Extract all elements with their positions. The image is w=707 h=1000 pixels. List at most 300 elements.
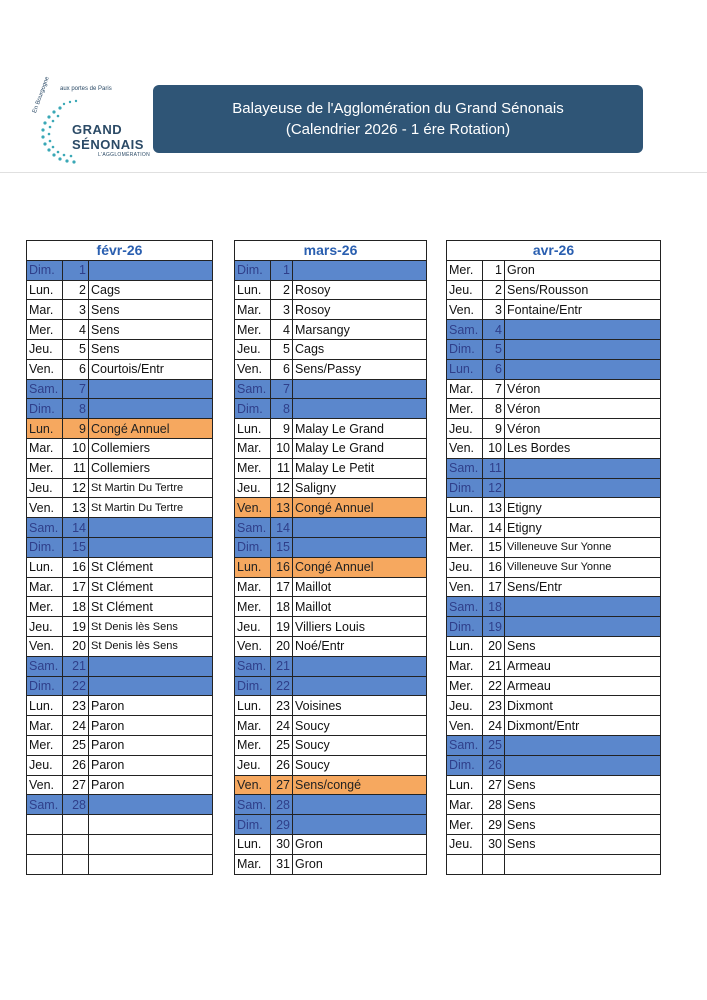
table-row	[27, 438, 213, 458]
day-number-cell: 1	[271, 260, 293, 280]
table-row	[447, 676, 661, 696]
location-cell	[505, 478, 661, 498]
table-row	[235, 735, 427, 755]
month-title: mars-26	[235, 241, 427, 261]
location-cell: Sens/Passy	[293, 359, 427, 379]
day-name-cell: Mer.	[27, 597, 63, 617]
day-number-cell: 18	[63, 597, 89, 617]
day-name-cell: Ven.	[447, 577, 483, 597]
table-row	[447, 518, 661, 538]
location-cell: Noé/Entr	[293, 636, 427, 656]
location-cell	[89, 854, 213, 874]
day-number-cell: 12	[271, 478, 293, 498]
day-number-cell: 2	[63, 280, 89, 300]
location-cell: Armeau	[505, 676, 661, 696]
location-cell: Sens	[505, 795, 661, 815]
location-cell: Villeneuve Sur Yonne	[505, 537, 661, 557]
location-cell	[293, 518, 427, 538]
table-row	[235, 854, 427, 874]
day-name-cell: Mar.	[447, 795, 483, 815]
logo-arc-text: aux portes de Paris	[60, 86, 112, 92]
day-name-cell: Lun.	[27, 557, 63, 577]
day-number-cell: 2	[271, 280, 293, 300]
table-row	[27, 498, 213, 518]
location-cell: Paron	[89, 755, 213, 775]
location-cell	[505, 735, 661, 755]
table-row	[27, 676, 213, 696]
table-row	[235, 438, 427, 458]
day-name-cell: Ven.	[235, 498, 271, 518]
table-row	[27, 597, 213, 617]
table-row	[235, 577, 427, 597]
day-name-cell: Dim.	[27, 537, 63, 557]
location-cell: Sens/congé	[293, 775, 427, 795]
day-number-cell: 23	[63, 696, 89, 716]
location-cell	[293, 815, 427, 835]
day-number-cell: 30	[483, 834, 505, 854]
day-number-cell: 5	[271, 339, 293, 359]
table-row	[235, 656, 427, 676]
location-cell: Gron	[293, 854, 427, 874]
location-cell: Villeneuve Sur Yonne	[505, 557, 661, 577]
location-cell	[89, 795, 213, 815]
table-row	[235, 379, 427, 399]
day-number-cell: 14	[271, 518, 293, 538]
location-cell	[293, 537, 427, 557]
day-number-cell: 1	[483, 260, 505, 280]
table-row	[235, 755, 427, 775]
day-name-cell: Ven.	[27, 359, 63, 379]
location-cell	[293, 379, 427, 399]
table-row	[235, 260, 427, 280]
table-row	[447, 854, 661, 874]
day-name-cell: Dim.	[235, 676, 271, 696]
logo-line2: SÉNONAIS	[72, 137, 144, 152]
month-header-row	[235, 241, 427, 261]
day-name-cell: Mar.	[27, 438, 63, 458]
day-name-cell: Dim.	[27, 260, 63, 280]
day-name-cell: Mar.	[27, 716, 63, 736]
day-number-cell	[483, 854, 505, 874]
table-row	[27, 419, 213, 439]
day-number-cell: 11	[483, 458, 505, 478]
table-row	[447, 597, 661, 617]
day-name-cell: Jeu.	[27, 339, 63, 359]
day-name-cell: Jeu.	[447, 280, 483, 300]
location-cell	[505, 359, 661, 379]
location-cell: Gron	[293, 834, 427, 854]
day-name-cell: Sam.	[235, 518, 271, 538]
day-name-cell: Jeu.	[447, 696, 483, 716]
day-name-cell: Jeu.	[447, 834, 483, 854]
table-row	[235, 696, 427, 716]
location-cell: Courtois/Entr	[89, 359, 213, 379]
table-row	[235, 775, 427, 795]
day-number-cell	[63, 834, 89, 854]
table-row	[447, 280, 661, 300]
table-row	[27, 458, 213, 478]
location-cell	[505, 320, 661, 340]
day-number-cell: 25	[63, 735, 89, 755]
location-cell	[505, 458, 661, 478]
day-name-cell: Mer.	[447, 399, 483, 419]
table-row	[447, 775, 661, 795]
day-number-cell: 7	[63, 379, 89, 399]
day-number-cell: 14	[63, 518, 89, 538]
location-cell: Les Bordes	[505, 438, 661, 458]
day-name-cell: Jeu.	[235, 478, 271, 498]
table-row	[447, 716, 661, 736]
page-title-box	[153, 85, 643, 153]
day-number-cell: 6	[63, 359, 89, 379]
location-cell	[89, 260, 213, 280]
day-number-cell: 2	[483, 280, 505, 300]
location-cell: Gron	[505, 260, 661, 280]
location-cell: Paron	[89, 696, 213, 716]
table-row	[27, 379, 213, 399]
day-name-cell: Sam.	[447, 735, 483, 755]
table-row	[447, 755, 661, 775]
location-cell: Collemiers	[89, 458, 213, 478]
day-name-cell: Ven.	[235, 359, 271, 379]
day-name-cell: Lun.	[27, 280, 63, 300]
day-number-cell: 1	[63, 260, 89, 280]
day-name-cell: Mar.	[235, 716, 271, 736]
location-cell: St Clément	[89, 577, 213, 597]
day-number-cell: 20	[271, 636, 293, 656]
location-cell: Congé Annuel	[293, 498, 427, 518]
day-number-cell: 4	[271, 320, 293, 340]
day-name-cell: Mar.	[447, 518, 483, 538]
location-cell	[89, 537, 213, 557]
location-cell: St Martin Du Tertre	[89, 478, 213, 498]
page-subtitle: (Calendrier 2026 - 1 ére Rotation)	[285, 121, 511, 138]
day-number-cell: 17	[63, 577, 89, 597]
logo-line1: GRAND	[72, 122, 123, 137]
day-number-cell: 9	[483, 419, 505, 439]
day-name-cell: Dim.	[27, 399, 63, 419]
day-number-cell: 12	[63, 478, 89, 498]
day-number-cell: 25	[483, 735, 505, 755]
location-cell	[89, 834, 213, 854]
table-row	[235, 537, 427, 557]
day-name-cell: Mar.	[235, 577, 271, 597]
location-cell: St Martin Du Tertre	[89, 498, 213, 518]
day-name-cell: Dim.	[447, 617, 483, 637]
day-number-cell: 4	[483, 320, 505, 340]
table-row	[447, 834, 661, 854]
table-row	[235, 518, 427, 538]
location-cell: Rosoy	[293, 300, 427, 320]
day-number-cell: 22	[63, 676, 89, 696]
day-number-cell: 24	[483, 716, 505, 736]
location-cell: Maillot	[293, 577, 427, 597]
day-number-cell: 21	[483, 656, 505, 676]
day-number-cell: 8	[483, 399, 505, 419]
day-number-cell: 10	[271, 438, 293, 458]
table-row	[235, 498, 427, 518]
table-row	[447, 617, 661, 637]
day-number-cell: 25	[271, 735, 293, 755]
table-row	[447, 815, 661, 835]
day-number-cell: 27	[63, 775, 89, 795]
day-number-cell: 6	[271, 359, 293, 379]
day-number-cell: 22	[483, 676, 505, 696]
day-number-cell: 9	[63, 419, 89, 439]
day-number-cell: 3	[63, 300, 89, 320]
location-cell: Sens	[505, 636, 661, 656]
table-row	[447, 300, 661, 320]
day-number-cell: 15	[63, 537, 89, 557]
location-cell: Paron	[89, 735, 213, 755]
location-cell: Maillot	[293, 597, 427, 617]
day-number-cell: 24	[271, 716, 293, 736]
location-cell: Dixmont	[505, 696, 661, 716]
location-cell: Sens	[505, 815, 661, 835]
day-name-cell: Jeu.	[447, 557, 483, 577]
location-cell	[505, 339, 661, 359]
table-row	[447, 696, 661, 716]
table-row	[235, 676, 427, 696]
day-number-cell: 15	[483, 537, 505, 557]
day-number-cell: 20	[483, 636, 505, 656]
table-row	[447, 438, 661, 458]
day-name-cell: Mer.	[235, 458, 271, 478]
location-cell: Rosoy	[293, 280, 427, 300]
location-cell: St Clément	[89, 557, 213, 577]
table-row	[447, 478, 661, 498]
day-number-cell: 13	[63, 498, 89, 518]
location-cell: Sens	[505, 775, 661, 795]
day-name-cell: Jeu.	[27, 755, 63, 775]
table-row	[447, 359, 661, 379]
day-name-cell	[27, 854, 63, 874]
day-name-cell: Lun.	[235, 280, 271, 300]
day-name-cell: Sam.	[235, 795, 271, 815]
location-cell: Etigny	[505, 518, 661, 538]
day-name-cell: Lun.	[235, 557, 271, 577]
table-row	[235, 557, 427, 577]
day-name-cell: Jeu.	[447, 419, 483, 439]
location-cell: Malay Le Petit	[293, 458, 427, 478]
day-name-cell: Dim.	[235, 399, 271, 419]
location-cell	[89, 518, 213, 538]
day-name-cell: Mer.	[235, 597, 271, 617]
day-number-cell: 16	[483, 557, 505, 577]
day-name-cell: Dim.	[235, 815, 271, 835]
location-cell: Sens	[89, 300, 213, 320]
day-name-cell: Ven.	[447, 438, 483, 458]
location-cell: Cags	[293, 339, 427, 359]
day-name-cell: Ven.	[27, 498, 63, 518]
day-name-cell: Mar.	[27, 300, 63, 320]
day-number-cell: 19	[483, 617, 505, 637]
location-cell	[89, 379, 213, 399]
day-number-cell: 26	[63, 755, 89, 775]
month-title: févr-26	[27, 241, 213, 261]
day-number-cell: 5	[483, 339, 505, 359]
table-row	[235, 815, 427, 835]
day-number-cell: 6	[483, 359, 505, 379]
day-name-cell: Sam.	[27, 795, 63, 815]
location-cell: Paron	[89, 775, 213, 795]
table-row	[447, 537, 661, 557]
day-name-cell: Sam.	[447, 320, 483, 340]
day-name-cell: Lun.	[235, 696, 271, 716]
day-number-cell: 7	[483, 379, 505, 399]
calendar-february	[26, 240, 213, 875]
location-cell: Soucy	[293, 755, 427, 775]
day-number-cell: 28	[271, 795, 293, 815]
day-name-cell: Mar.	[235, 438, 271, 458]
location-cell: Sens	[505, 834, 661, 854]
table-row	[27, 854, 213, 874]
table-row	[447, 636, 661, 656]
month-header-row	[447, 241, 661, 261]
location-cell: Sens/Rousson	[505, 280, 661, 300]
day-number-cell: 9	[271, 419, 293, 439]
location-cell: Véron	[505, 399, 661, 419]
day-number-cell: 19	[63, 617, 89, 637]
day-number-cell: 4	[63, 320, 89, 340]
day-number-cell: 23	[271, 696, 293, 716]
table-row	[235, 359, 427, 379]
day-name-cell: Sam.	[235, 379, 271, 399]
day-number-cell: 8	[271, 399, 293, 419]
day-name-cell: Lun.	[235, 834, 271, 854]
day-name-cell: Lun.	[447, 636, 483, 656]
location-cell: Véron	[505, 419, 661, 439]
table-row	[235, 458, 427, 478]
location-cell	[505, 617, 661, 637]
day-name-cell: Jeu.	[235, 617, 271, 637]
day-name-cell: Mer.	[27, 320, 63, 340]
table-row	[27, 716, 213, 736]
day-number-cell: 17	[483, 577, 505, 597]
day-name-cell: Sam.	[27, 656, 63, 676]
location-cell	[89, 656, 213, 676]
day-name-cell: Mer.	[447, 815, 483, 835]
table-row	[235, 320, 427, 340]
table-row	[27, 577, 213, 597]
day-number-cell: 21	[271, 656, 293, 676]
day-name-cell: Sam.	[235, 656, 271, 676]
location-cell: Soucy	[293, 735, 427, 755]
table-row	[235, 399, 427, 419]
table-row	[447, 458, 661, 478]
day-number-cell: 24	[63, 716, 89, 736]
table-row	[27, 656, 213, 676]
table-row	[235, 478, 427, 498]
calendar-march	[234, 240, 427, 875]
table-row	[235, 339, 427, 359]
day-number-cell: 17	[271, 577, 293, 597]
table-row	[235, 795, 427, 815]
day-number-cell: 5	[63, 339, 89, 359]
table-row	[447, 577, 661, 597]
day-name-cell: Ven.	[447, 300, 483, 320]
location-cell: St Denis lès Sens	[89, 636, 213, 656]
day-name-cell: Lun.	[447, 359, 483, 379]
location-cell	[293, 399, 427, 419]
location-cell: Paron	[89, 716, 213, 736]
table-row	[27, 280, 213, 300]
table-row	[447, 656, 661, 676]
day-number-cell: 11	[271, 458, 293, 478]
day-number-cell	[63, 815, 89, 835]
day-name-cell: Dim.	[447, 755, 483, 775]
day-number-cell: 16	[271, 557, 293, 577]
table-row	[27, 834, 213, 854]
day-number-cell: 18	[271, 597, 293, 617]
location-cell: Soucy	[293, 716, 427, 736]
location-cell: Malay Le Grand	[293, 419, 427, 439]
day-name-cell: Lun.	[447, 498, 483, 518]
day-name-cell: Jeu.	[235, 339, 271, 359]
location-cell: Collemiers	[89, 438, 213, 458]
table-row	[27, 557, 213, 577]
table-row	[447, 419, 661, 439]
location-cell: Congé Annuel	[293, 557, 427, 577]
logo-tagline: L'AGGLOMÉRATION	[98, 152, 151, 158]
location-cell: Fontaine/Entr	[505, 300, 661, 320]
day-number-cell: 20	[63, 636, 89, 656]
table-row	[235, 716, 427, 736]
day-name-cell	[27, 834, 63, 854]
day-name-cell: Mar.	[447, 379, 483, 399]
table-row	[27, 815, 213, 835]
day-number-cell: 30	[271, 834, 293, 854]
location-cell	[89, 399, 213, 419]
location-cell: Véron	[505, 379, 661, 399]
table-row	[27, 755, 213, 775]
day-number-cell: 15	[271, 537, 293, 557]
day-name-cell: Lun.	[235, 419, 271, 439]
day-name-cell: Mer.	[27, 735, 63, 755]
table-row	[235, 636, 427, 656]
location-cell: Dixmont/Entr	[505, 716, 661, 736]
day-name-cell: Dim.	[27, 676, 63, 696]
table-row	[447, 260, 661, 280]
table-row	[447, 379, 661, 399]
day-number-cell: 3	[483, 300, 505, 320]
month-header-row	[27, 241, 213, 261]
table-row	[235, 280, 427, 300]
location-cell: Malay Le Grand	[293, 438, 427, 458]
table-row	[235, 419, 427, 439]
day-name-cell: Mar.	[235, 854, 271, 874]
table-row	[447, 339, 661, 359]
day-number-cell: 28	[483, 795, 505, 815]
location-cell: Sens/Entr	[505, 577, 661, 597]
location-cell: Sens	[89, 339, 213, 359]
day-name-cell: Sam.	[447, 458, 483, 478]
day-name-cell: Mar.	[235, 300, 271, 320]
day-name-cell: Mer.	[447, 260, 483, 280]
location-cell	[505, 854, 661, 874]
table-row	[27, 735, 213, 755]
day-name-cell: Lun.	[447, 775, 483, 795]
day-number-cell: 19	[271, 617, 293, 637]
month-title: avr-26	[447, 241, 661, 261]
table-row	[27, 518, 213, 538]
location-cell: Voisines	[293, 696, 427, 716]
day-number-cell: 3	[271, 300, 293, 320]
logo-side-text: En Bourgogne	[32, 75, 51, 115]
table-row	[27, 359, 213, 379]
table-row	[447, 795, 661, 815]
table-row	[27, 260, 213, 280]
